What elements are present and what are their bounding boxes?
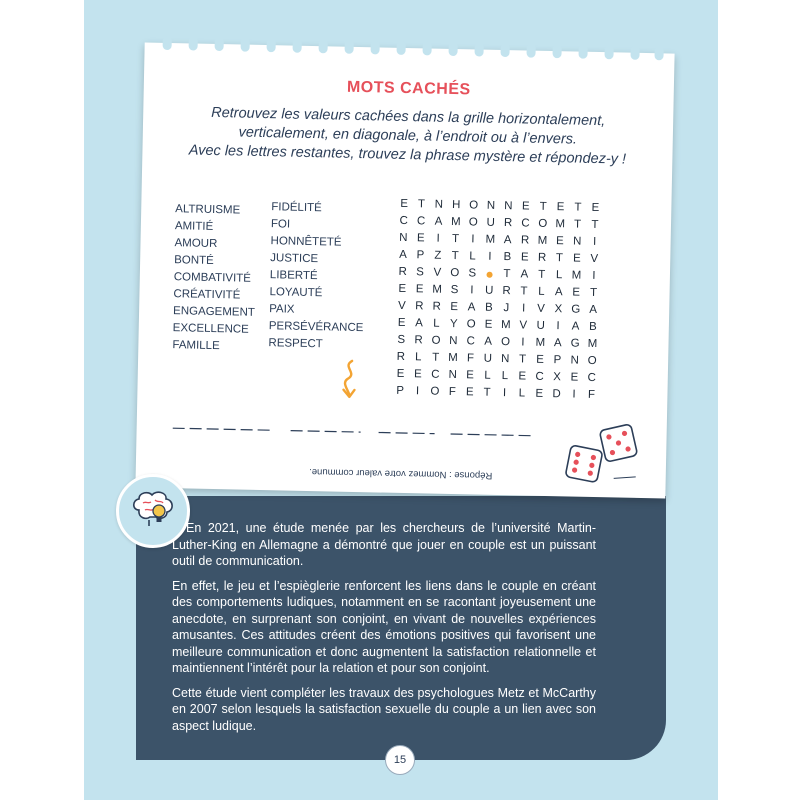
grid-letter: T xyxy=(417,198,426,211)
grid-letter: T xyxy=(539,200,547,213)
grid-letter: S xyxy=(450,283,459,297)
grid-letter: O xyxy=(431,334,441,347)
grid-letter: E xyxy=(521,200,530,213)
grid-letter: B xyxy=(484,301,493,314)
grid-letter: C xyxy=(535,370,544,383)
grid-letter: L xyxy=(538,285,545,298)
grid-letter: I xyxy=(521,336,525,349)
puzzle-instructions xyxy=(172,103,643,170)
grid-letter: F xyxy=(587,388,596,402)
instruction-line: verticalement, en diagonale, à l’endroit ou à l’envers. xyxy=(238,124,578,148)
grid-letter: M xyxy=(537,234,548,247)
grid-letter: N xyxy=(399,231,408,245)
grid-letter: N xyxy=(434,198,444,211)
word-item: AMOUR xyxy=(174,237,218,251)
article-paragraph: En 2021, une étude menée par les chercheurs de l’université Martin-Luther-King en Allemagne a démontré que jouer en couple est un puissant outil de communication. xyxy=(172,521,596,568)
grid-letter: Y xyxy=(449,317,458,331)
brain-lightbulb-icon xyxy=(129,488,177,532)
grid-letter: A xyxy=(589,303,598,317)
grid-letter: M xyxy=(555,218,566,231)
grid-letter: M xyxy=(535,336,546,349)
puzzle-card xyxy=(135,42,674,498)
word-item: LIBERTÉ xyxy=(269,269,318,283)
grid-letter: T xyxy=(520,285,528,298)
grid-letter: R xyxy=(396,350,406,364)
grid-letter: M xyxy=(485,233,496,246)
grid-letter: N xyxy=(500,353,510,366)
grid-letter: A xyxy=(553,337,562,350)
word-item: PAIX xyxy=(269,303,295,316)
grid-letter: I xyxy=(592,235,597,248)
grid-letter: I xyxy=(488,250,492,263)
grid-letter: I xyxy=(592,269,596,282)
grid-letter: N xyxy=(486,199,496,212)
grid-letter: V xyxy=(590,252,599,266)
word-item: COMBATIVITÉ xyxy=(173,271,252,285)
grid-letter: M xyxy=(587,337,598,351)
grid-letter: O xyxy=(538,217,548,230)
grid-letter: A xyxy=(399,248,407,262)
grid-letter: R xyxy=(503,217,513,230)
word-item: AMITIÉ xyxy=(174,220,214,233)
grid-letter: A xyxy=(434,215,443,228)
word-item: ENGAGEMENT xyxy=(172,305,256,319)
grid-letter: C xyxy=(521,217,530,230)
grid-letter: E xyxy=(591,201,600,215)
grid-letter: A xyxy=(467,301,476,314)
grid-letter: E xyxy=(415,283,424,296)
word-item: EXCELLENCE xyxy=(172,322,249,336)
grid-letter: R xyxy=(520,234,530,247)
grid-letter: E xyxy=(484,318,493,331)
word-item: ALTRUISME xyxy=(175,203,241,217)
grid-letter: L xyxy=(518,387,526,400)
grid-letter: E xyxy=(536,353,544,366)
grid-letter: T xyxy=(591,218,599,232)
word-item: HONNÊTETÉ xyxy=(270,235,342,249)
grid-letter: N xyxy=(570,354,580,367)
grid-letter: N xyxy=(572,235,582,248)
grid-letter: T xyxy=(451,232,460,246)
grid-letter: L xyxy=(469,250,476,263)
grid-letter: L xyxy=(433,317,440,330)
grid-letter: U xyxy=(486,216,495,229)
grid-letter: V xyxy=(433,266,442,279)
grid-letter: O xyxy=(587,354,597,368)
grid-letter: R xyxy=(415,300,424,313)
grid-letter: A xyxy=(484,335,493,348)
grid-letter: L xyxy=(414,351,422,364)
grid-letter: E xyxy=(555,235,564,248)
word-item: BONTÉ xyxy=(174,254,214,267)
grid-letter: I xyxy=(556,320,560,333)
grid-letter: T xyxy=(589,286,598,300)
grid-letter: E xyxy=(518,370,527,383)
grid-letter: Z xyxy=(434,249,442,262)
grid-letter: T xyxy=(574,201,582,214)
grid-dot: ● xyxy=(485,265,494,282)
word-item: FIDÉLITÉ xyxy=(271,201,322,215)
grid-letter: E xyxy=(572,286,581,299)
grid-letter: R xyxy=(432,300,441,313)
grid-letter: T xyxy=(555,252,564,265)
page-number: 15 xyxy=(385,745,415,775)
grid-letter: A xyxy=(503,234,512,247)
grid-letter: M xyxy=(500,319,511,332)
grid-letter: C xyxy=(399,214,409,228)
grid-letter: I xyxy=(471,233,475,246)
grid-letter: I xyxy=(572,388,576,401)
grid-letter: M xyxy=(571,269,582,282)
article-paragraph: En effet, le jeu et l’espièglerie renforcent les liens dans le couple en créant des comportements ludiques, notamment en se racontant joyeusement une anecdote, en surprenant son conjoint, en vivant de nouvelles expériences amusantes. Ces attitudes créent des émotions positives qui favorisent une meilleure communication et donc augmentent la satisfaction relationnelle et maintiennent l’intérêt pour la relation et pour son conjoint. xyxy=(172,578,596,675)
article-paragraph: Cette étude vient compléter les travaux des psychologues Metz et McCarthy en 2007 selon lesquels la satisfaction sexuelle du couple a un lien avec son aspect ludique. xyxy=(172,685,596,733)
grid-letter: H xyxy=(451,198,461,212)
grid-letter: N xyxy=(448,368,457,382)
grid-letter: T xyxy=(483,386,491,399)
instruction-line: Avec les lettres restantes, trouvez la phrase mystère et répondez-y ! xyxy=(188,142,627,168)
grid-letter: V xyxy=(537,302,546,315)
grid-letter: M xyxy=(432,283,442,296)
squiggle-arrow-icon xyxy=(337,359,362,401)
grid-letter: O xyxy=(466,318,476,331)
grid-letter: R xyxy=(398,265,407,279)
grid-letter: O xyxy=(469,199,479,212)
grid-letter: O xyxy=(430,385,440,398)
grid-letter: I xyxy=(470,284,474,297)
word-item: CRÉATIVITÉ xyxy=(173,288,241,302)
word-item: LOYAUTÉ xyxy=(269,286,323,300)
grid-letter: L xyxy=(484,369,491,382)
grid-letter: G xyxy=(571,303,581,316)
grid-letter: E xyxy=(466,369,475,382)
grid-letter: M xyxy=(450,215,461,229)
word-item: FAMILLE xyxy=(172,339,220,353)
grid-letter: P xyxy=(416,249,425,262)
grid-letter: C xyxy=(587,371,597,385)
word-list-2 xyxy=(268,199,366,354)
grid-letter: E xyxy=(572,252,581,265)
grid-letter: E xyxy=(413,368,422,381)
grid-letter: S xyxy=(416,266,425,279)
grid-letter: E xyxy=(398,282,407,296)
grid-letter: L xyxy=(555,269,563,282)
grid-letter: P xyxy=(553,354,562,367)
word-item: PERSÉVÉRANCE xyxy=(268,320,364,335)
grid-letter: N xyxy=(449,334,458,348)
instruction-line: Retrouvez les valeurs cachées dans la grille horizontalement, xyxy=(211,104,606,130)
grid-letter: G xyxy=(570,337,580,350)
grid-letter: E xyxy=(397,316,406,330)
word-item: FOI xyxy=(270,218,291,231)
grid-letter: T xyxy=(573,218,582,231)
grid-letter: E xyxy=(416,232,425,245)
grid-letter: V xyxy=(519,319,528,332)
grid-letter: U xyxy=(484,284,494,297)
word-item: JUSTICE xyxy=(270,252,319,266)
grid-letter: U xyxy=(483,352,493,365)
word-list-1 xyxy=(172,201,257,356)
grid-letter: T xyxy=(518,353,527,366)
grid-letter: E xyxy=(556,201,565,214)
grid-letter: X xyxy=(553,371,561,384)
grid-letter: S xyxy=(397,333,406,347)
grid-letter: B xyxy=(588,320,597,334)
grid-letter: P xyxy=(396,384,405,398)
grid-letter: E xyxy=(535,387,544,400)
grid-letter: A xyxy=(415,317,423,330)
grid-letter: I xyxy=(502,387,507,400)
grid-letter: T xyxy=(538,268,546,281)
grid-letter: I xyxy=(521,302,526,315)
grid-letter: O xyxy=(450,266,460,280)
grid-letter: D xyxy=(552,388,561,401)
grid-letter: E xyxy=(396,367,405,381)
grid-letter: V xyxy=(397,299,406,313)
grid-letter: T xyxy=(432,351,440,364)
grid-letter: T xyxy=(503,268,511,281)
grid-letter: I xyxy=(415,385,420,398)
grid-letter: O xyxy=(500,336,511,349)
grid-letter: S xyxy=(468,267,477,280)
grid-letter: C xyxy=(416,215,426,228)
grid-letter: U xyxy=(536,319,545,332)
grid-letter: E xyxy=(465,386,474,399)
grid-letter: A xyxy=(554,286,563,299)
grid-letter: L xyxy=(501,370,509,383)
grid-letter: R xyxy=(414,334,423,347)
grid-letter: R xyxy=(537,251,547,264)
word-item: RESPECT xyxy=(268,337,323,351)
grid-letter: A xyxy=(520,268,529,281)
article-text xyxy=(172,520,596,742)
grid-letter: M xyxy=(448,351,458,365)
puzzle-title: MOTS CACHÉS xyxy=(346,78,471,99)
grid-letter: E xyxy=(570,371,579,384)
grid-letter: T xyxy=(451,249,459,263)
grid-letter: N xyxy=(504,200,513,213)
grid-letter: C xyxy=(431,368,440,381)
grid-letter: F xyxy=(448,385,456,399)
grid-letter: E xyxy=(450,300,459,314)
grid-letter: O xyxy=(468,216,478,229)
letter-grid xyxy=(391,196,604,404)
grid-letter: X xyxy=(554,303,563,316)
answer-prompt: Réponse : Nommez votre valeur commune. xyxy=(309,466,493,481)
grid-letter: J xyxy=(503,302,510,315)
grid-letter: C xyxy=(466,335,476,348)
grid-letter: I xyxy=(436,232,440,245)
grid-letter: A xyxy=(571,320,580,333)
answer-blanks xyxy=(173,425,533,439)
grid-letter: E xyxy=(400,197,409,211)
grid-letter: E xyxy=(520,251,529,264)
grid-letter: F xyxy=(466,352,475,365)
grid-letter: B xyxy=(503,251,512,264)
grid-letter: R xyxy=(502,285,511,298)
